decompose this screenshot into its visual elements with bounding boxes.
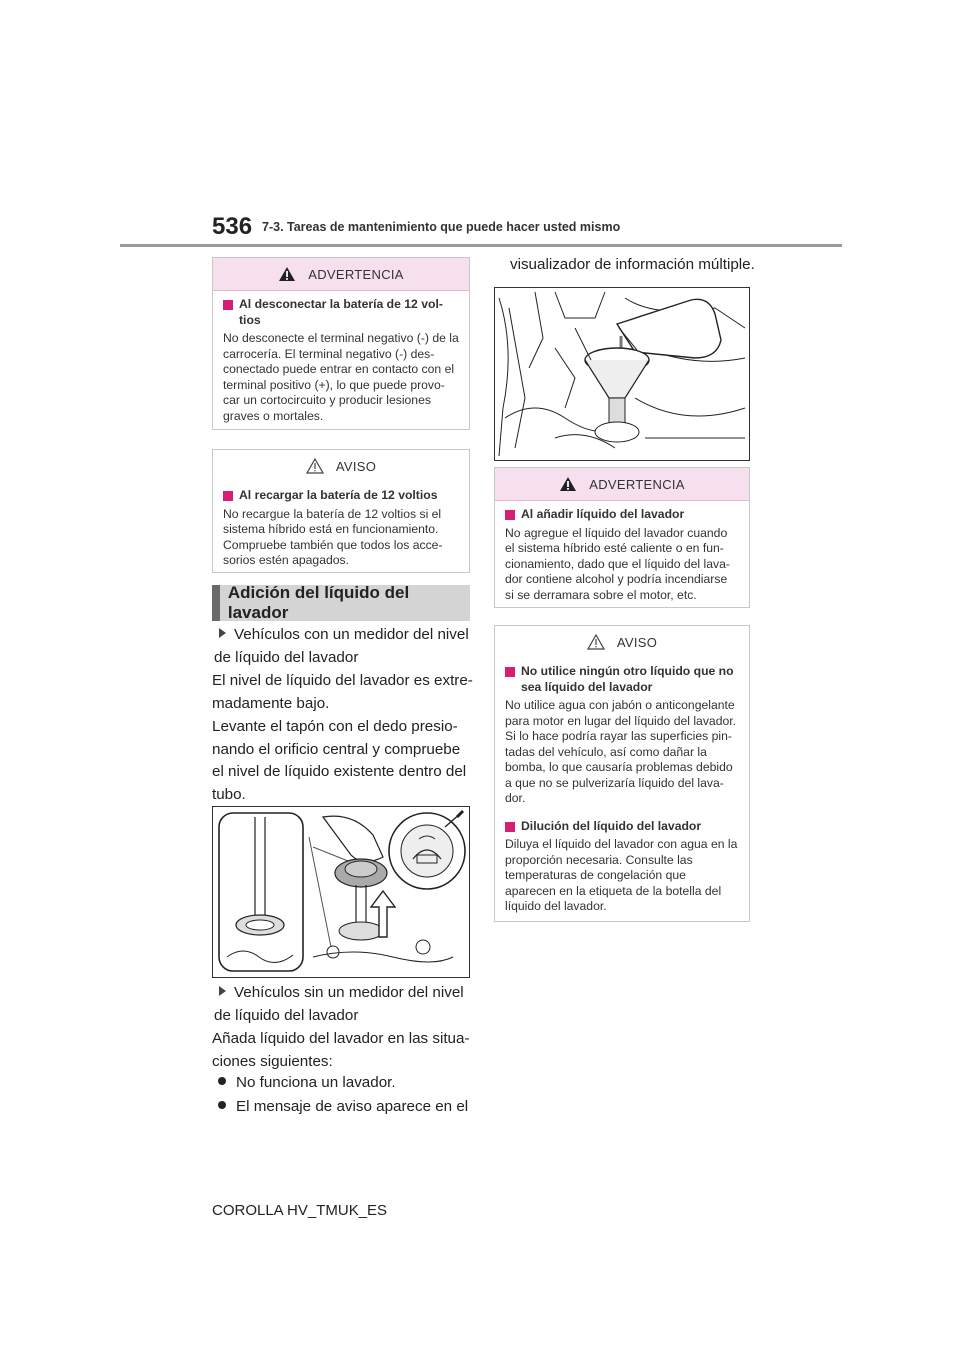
notice-item-text: No recargue la batería de 12 voltios si el sistema híbrido está en funcionamiento. Compruebe también que todos los acce-sorios estén apagados. bbox=[223, 506, 443, 567]
notice-box-header bbox=[495, 626, 749, 658]
bullet-without-gauge: Vehículos sin un medidor del nivel de líquido del lavador bbox=[214, 984, 464, 1024]
figure-adding-fluid bbox=[494, 287, 750, 461]
notice-item2-text: Diluya el líquido del lavador con agua en la proporción necesaria. Consulte las temperaturas de congelación que aparecen en la etiqueta de la botella del líquido del lavador. bbox=[505, 837, 738, 913]
heading-accent bbox=[212, 585, 220, 621]
bullet-with-gauge: Vehículos con un medidor del nivel de líquido del lavador bbox=[214, 626, 469, 666]
paragraph-check-level: Levante el tapón con el dedo presio-nando el orificio central y compruebe el nivel de líquido existente dentro del tubo. bbox=[212, 718, 467, 803]
section-title: 7-3. Tareas de mantenimiento que puede hacer usted mismo bbox=[262, 220, 621, 234]
bullet-square-icon bbox=[223, 491, 233, 501]
triangle-bullet-icon bbox=[219, 986, 226, 996]
notice-label: AVISO bbox=[335, 458, 377, 474]
adding-fluid-illustration bbox=[495, 288, 749, 460]
triangle-bullet-icon bbox=[219, 628, 226, 638]
notice-label: AVISO bbox=[616, 634, 658, 650]
dot-item-message: El mensaje de aviso aparece en el bbox=[212, 1096, 474, 1119]
warning-triangle-icon bbox=[278, 266, 296, 282]
notice-triangle-icon bbox=[306, 458, 324, 474]
warning-label: ADVERTENCIA bbox=[308, 266, 404, 282]
notice-box-fluid-types bbox=[494, 625, 750, 922]
figure-level-gauge bbox=[212, 806, 470, 978]
dot-bullet-icon bbox=[218, 1077, 226, 1085]
section-heading-text: Adición del líquido del lavador bbox=[227, 583, 410, 622]
warning-item-title: Al añadir líquido del lavador bbox=[505, 507, 739, 523]
notice-item-title: Al recargar la batería de 12 voltios bbox=[223, 488, 459, 504]
notice-item1-text: No utilice agua con jabón o anticongelante para motor en lugar del líquido del lavador. Si lo hace podría rayar las superficies pin-tadas del vehículo, así como dañar la bomba, lo que causaría problemas debido a que no se pulverizaría líquido del lava-dor. bbox=[505, 698, 737, 805]
section-heading bbox=[212, 585, 470, 621]
warning-item-title: Al desconectar la batería de 12 vol-tios bbox=[223, 297, 459, 328]
bullet-square-icon bbox=[505, 822, 515, 832]
notice-triangle-icon bbox=[587, 634, 605, 650]
level-gauge-illustration bbox=[213, 807, 469, 977]
bullet-square-icon bbox=[505, 667, 515, 677]
warning-label: ADVERTENCIA bbox=[589, 476, 685, 492]
warning-box-header bbox=[495, 468, 749, 501]
paragraph-situations: Añada líquido del lavador en las situa-ciones siguientes: bbox=[212, 1030, 470, 1070]
warning-item-text: No desconecte el terminal negativo (-) de la carrocería. El terminal negativo (-) des-conectado puede entrar en contacto con el terminal positivo (+), lo que puede provo-car un cortocircuito y producir lesiones graves o mortales. bbox=[223, 331, 459, 423]
page-number: 536 bbox=[212, 213, 253, 240]
dot-item-washer: No funciona un lavador. bbox=[212, 1072, 474, 1095]
continuation-text: visualizador de información múltiple. bbox=[510, 256, 755, 273]
bullet-square-icon bbox=[505, 510, 515, 520]
dot-bullet-icon bbox=[218, 1101, 226, 1109]
warning-box-adding-fluid bbox=[494, 467, 750, 608]
paragraph-level-low: El nivel de líquido del lavador es extre-madamente bajo. bbox=[212, 672, 473, 712]
notice-item1-title: No utilice ningún otro líquido que no sea líquido del lavador bbox=[505, 664, 739, 695]
notice-box-header bbox=[213, 450, 469, 482]
bullet-square-icon bbox=[223, 300, 233, 310]
header-rule bbox=[120, 244, 842, 247]
notice-item2-title: Dilución del líquido del lavador bbox=[505, 819, 739, 835]
warning-triangle-icon bbox=[559, 476, 577, 492]
warning-box-header bbox=[213, 258, 469, 291]
warning-item-text: No agregue el líquido del lavador cuando el sistema híbrido esté caliente o en fun-cionamiento, dado que el líquido del lava-dor contiene alcohol y podría incendiarse si se derramara sobre el motor, etc. bbox=[505, 525, 730, 602]
notice-box-battery-recharge bbox=[212, 449, 470, 573]
footer-model: COROLLA HV_TMUK_ES bbox=[212, 1202, 388, 1219]
warning-box-battery-disconnect bbox=[212, 257, 470, 430]
